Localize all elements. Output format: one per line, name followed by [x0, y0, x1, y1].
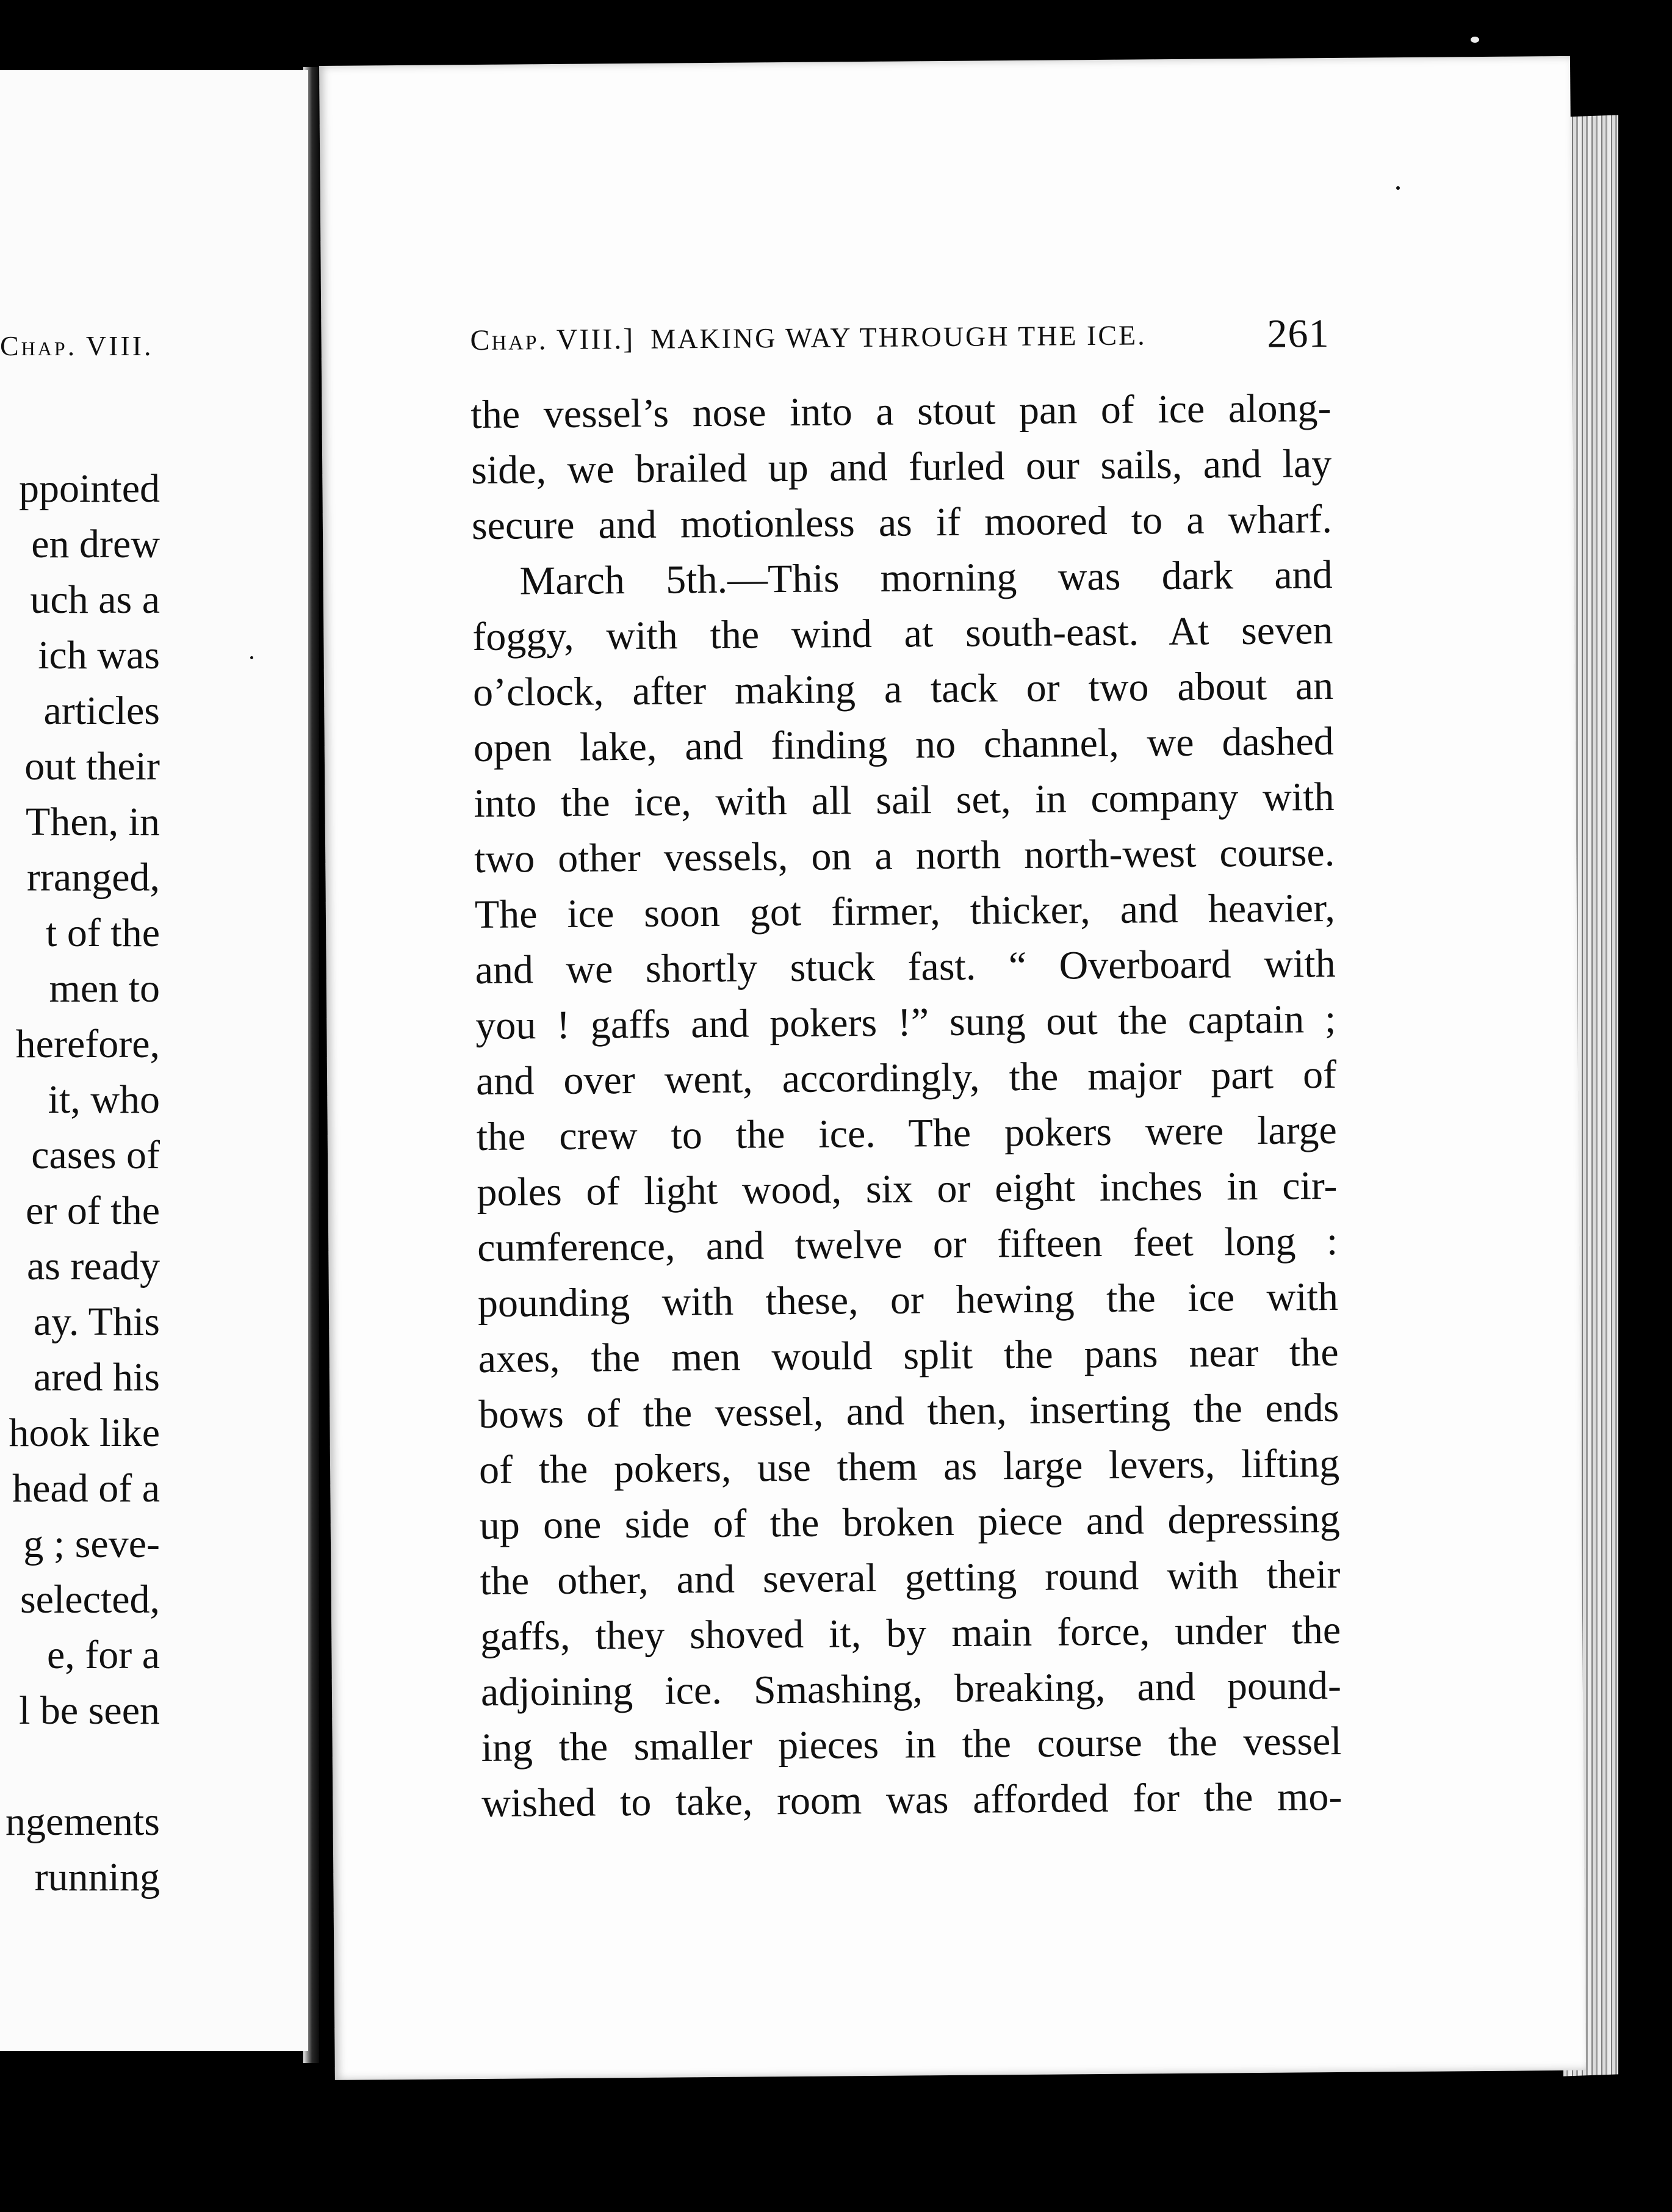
left-line-24 — [0, 1738, 160, 1794]
text-line-6: o’clock, after making a tack or two about an — [472, 663, 1334, 715]
text-line-5: foggy, with the wind at south-east. At seven — [472, 607, 1333, 660]
text-line-15: poles of light wood, six or eight inches in cir- — [477, 1163, 1338, 1215]
body-text — [470, 380, 1342, 1831]
left-line-4: ich was — [38, 633, 160, 678]
left-line-26: running — [34, 1855, 160, 1899]
text-line-12: you ! gaffs and pokers !” sung out the captain ; — [475, 996, 1336, 1049]
text-line-20: of the pokers, use them as large levers, lifting — [478, 1440, 1340, 1493]
left-line-25: ngements — [5, 1799, 160, 1844]
text-line-8: into the ice, with all sail set, in company with — [474, 774, 1335, 826]
running-head-title: MAKING WAY THROUGH THE ICE. — [650, 319, 1147, 355]
left-line-5: articles — [43, 689, 160, 733]
text-line-19: bows of the vessel, and then, inserting the ends — [478, 1385, 1339, 1437]
left-line-16: ay. This — [33, 1299, 160, 1344]
page-number: 261 — [1267, 311, 1330, 356]
text-line-9: two other vessels, on a north north-west course. — [474, 830, 1335, 882]
left-line-8: rranged, — [26, 855, 160, 900]
running-head-chapter: Chap. VIII.] — [470, 322, 635, 357]
text-line-22: the other, and several getting round with their — [480, 1552, 1341, 1604]
dust-speck — [1396, 186, 1400, 190]
left-line-20: g ; seve- — [23, 1522, 160, 1566]
text-line-1: the vessel’s nose into a stout pan of ice along- — [470, 385, 1331, 438]
text-line-16: cumference, and twelve or fifteen feet long : — [477, 1218, 1338, 1271]
left-line-12: it, who — [48, 1077, 160, 1122]
text-line-3: secure and motionless as if moored to a wharf. — [471, 496, 1333, 549]
left-line-6: out their — [24, 744, 160, 789]
left-line-3: uch as a — [30, 577, 160, 622]
text-line-7: open lake, and finding no channel, we dashed — [473, 718, 1335, 771]
text-line-13: and over went, accordingly, the major part of — [475, 1052, 1337, 1104]
text-line-14: the crew to the ice. The pokers were large — [476, 1107, 1338, 1160]
text-line-17: pounding with these, or hewing the ice with — [477, 1274, 1339, 1326]
text-line-24: adjoining ice. Smashing, breaking, and pound- — [480, 1663, 1342, 1715]
left-line-14: er of the — [26, 1188, 160, 1233]
text-line-25: ing the smaller pieces in the course the vessel — [481, 1718, 1342, 1770]
left-page-text — [0, 461, 160, 1905]
text-line-18: axes, the men would split the pans near the — [478, 1329, 1339, 1382]
left-line-9: t of the — [46, 911, 160, 955]
left-line-7: Then, in — [26, 800, 160, 844]
text-line-23: gaffs, they shoved it, by main force, under the — [480, 1607, 1341, 1660]
left-line-19: head of a — [12, 1466, 160, 1511]
text-line-4: March 5th.—This morning was dark and — [519, 552, 1333, 604]
left-line-10: men to — [49, 966, 160, 1011]
text-line-11: and we shortly stuck fast. “ Overboard with — [475, 941, 1336, 993]
left-page — [0, 70, 308, 2051]
text-line-2: side, we brailed up and furled our sails, and lay — [470, 441, 1332, 493]
left-line-18: hook like — [9, 1411, 160, 1455]
text-line-26: wished to take, room was afforded for the mo- — [481, 1774, 1342, 1826]
running-head — [470, 308, 1330, 366]
left-line-11: herefore, — [15, 1022, 160, 1066]
text-line-10: The ice soon got firmer, thicker, and heavier, — [474, 885, 1336, 938]
left-line-15: as ready — [26, 1244, 160, 1289]
left-line-23: l be seen — [19, 1688, 160, 1733]
left-line-2: en drew — [31, 522, 160, 566]
right-page — [319, 56, 1586, 2080]
left-line-17: ared his — [33, 1355, 160, 1400]
left-line-1: ppointed — [19, 466, 160, 511]
left-line-13: cases of — [31, 1133, 160, 1177]
left-running-head: Chap. VIII. — [0, 330, 154, 361]
left-line-22: e, for a — [46, 1633, 160, 1677]
dust-speck — [250, 656, 253, 659]
text-line-21: up one side of the broken piece and depressing — [479, 1496, 1341, 1549]
left-line-21: selected, — [20, 1577, 160, 1622]
dust-speck — [1471, 37, 1479, 43]
